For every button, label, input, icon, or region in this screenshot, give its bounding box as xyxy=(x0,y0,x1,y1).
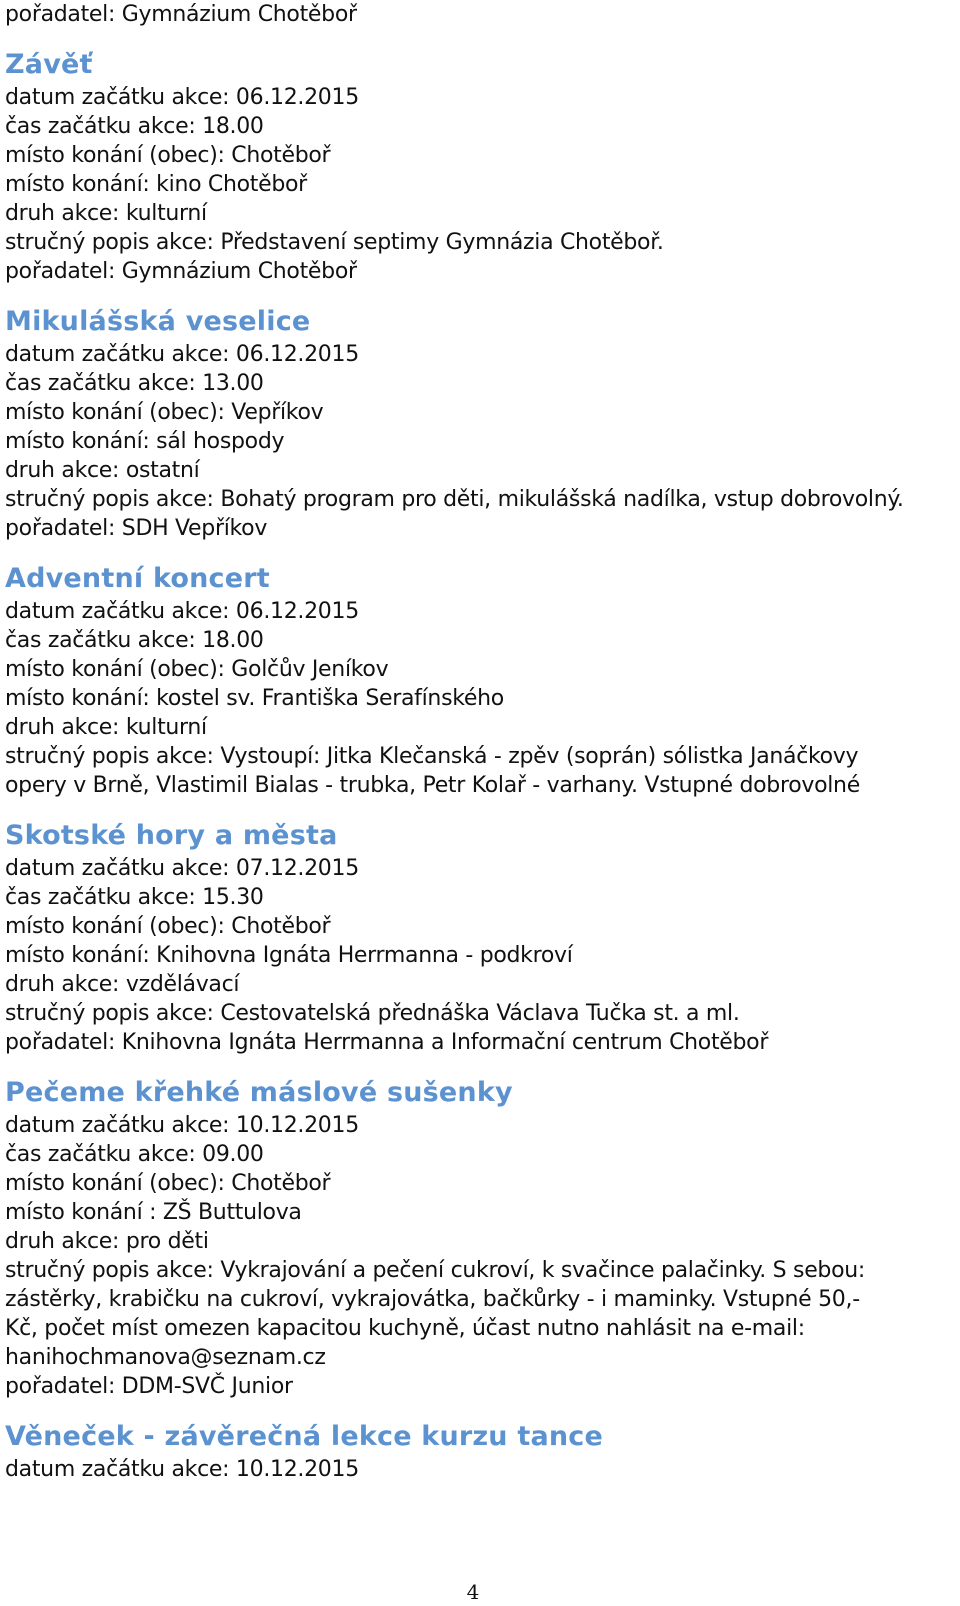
event-town: místo konání (obec): Chotěboř xyxy=(5,1171,331,1196)
event-place: místo konání: kostel sv. Františka Serafínského xyxy=(5,686,504,711)
event-venecek xyxy=(5,1419,955,1484)
event-organizer: pořadatel: Gymnázium Chotěboř xyxy=(5,259,357,284)
event-description: stručný popis akce: Cestovatelská přednáška Václava Tučka st. a ml. xyxy=(5,1001,740,1026)
event-time: čas začátku akce: 09.00 xyxy=(5,1142,264,1167)
page-number: 4 xyxy=(466,1580,480,1604)
event-email: hanihochmanova@seznam.cz xyxy=(5,1345,326,1370)
event-description-line: Kč, počet míst omezen kapacitou kuchyně, účast nutno nahlásit na e-mail: xyxy=(5,1316,805,1341)
event-adventni-koncert xyxy=(5,561,955,800)
event-zavet xyxy=(5,47,955,286)
event-title: Adventní koncert xyxy=(5,563,270,594)
event-date: datum začátku akce: 06.12.2015 xyxy=(5,342,359,367)
event-town: místo konání (obec): Vepříkov xyxy=(5,400,324,425)
event-mikulasska-veselice xyxy=(5,304,955,543)
event-time: čas začátku akce: 18.00 xyxy=(5,114,264,139)
event-place: místo konání: Knihovna Ignáta Herrmanna - podkroví xyxy=(5,943,573,968)
event-title: Pečeme křehké máslové sušenky xyxy=(5,1077,513,1108)
event-type: druh akce: vzdělávací xyxy=(5,972,240,997)
document-body xyxy=(5,0,955,1484)
event-type: druh akce: kulturní xyxy=(5,201,207,226)
event-organizer: pořadatel: SDH Vepříkov xyxy=(5,516,268,541)
event-description-line: opery v Brně, Vlastimil Bialas - trubka, Petr Kolař - varhany. Vstupné dobrovolné xyxy=(5,773,860,798)
event-time: čas začátku akce: 15.30 xyxy=(5,885,264,910)
event-date: datum začátku akce: 10.12.2015 xyxy=(5,1457,359,1482)
event-date: datum začátku akce: 06.12.2015 xyxy=(5,599,359,624)
event-organizer: pořadatel: Knihovna Ignáta Herrmanna a Informační centrum Chotěboř xyxy=(5,1030,769,1055)
event-town: místo konání (obec): Chotěboř xyxy=(5,914,331,939)
event-peceme-susenky xyxy=(5,1075,955,1401)
event-date: datum začátku akce: 10.12.2015 xyxy=(5,1113,359,1138)
event-title: Věneček - závěrečná lekce kurzu tance xyxy=(5,1421,603,1452)
event-description-line: stručný popis akce: Vykrajování a pečení cukroví, k svačince palačinky. S sebou: xyxy=(5,1258,866,1283)
event-description-line: zástěrky, krabičku na cukroví, vykrajovátka, bačkůrky - i maminky. Vstupné 50,- xyxy=(5,1287,860,1312)
event-title: Skotské hory a města xyxy=(5,820,338,851)
event-skotske-hory xyxy=(5,818,955,1057)
event-town: místo konání (obec): Golčův Jeníkov xyxy=(5,657,389,682)
event-place: místo konání: sál hospody xyxy=(5,429,285,454)
event-town: místo konání (obec): Chotěboř xyxy=(5,143,331,168)
event-description: stručný popis akce: Představení septimy Gymnázia Chotěboř. xyxy=(5,230,664,255)
event-title: Mikulášská veselice xyxy=(5,306,311,337)
event-date: datum začátku akce: 07.12.2015 xyxy=(5,856,359,881)
event-organizer: pořadatel: DDM-SVČ Junior xyxy=(5,1374,293,1399)
event-place: místo konání : ZŠ Buttulova xyxy=(5,1200,302,1225)
event-description: stručný popis akce: Bohatý program pro děti, mikulášská nadílka, vstup dobrovolný. xyxy=(5,487,904,512)
event-description-line: stručný popis akce: Vystoupí: Jitka Klečanská - zpěv (soprán) sólistka Janáčkovy xyxy=(5,744,859,769)
lead-organizer: pořadatel: Gymnázium Chotěboř xyxy=(5,2,357,27)
event-title: Závěť xyxy=(5,49,93,80)
event-type: druh akce: ostatní xyxy=(5,458,200,483)
event-type: druh akce: pro děti xyxy=(5,1229,209,1254)
event-type: druh akce: kulturní xyxy=(5,715,207,740)
event-place: místo konání: kino Chotěboř xyxy=(5,172,307,197)
event-time: čas začátku akce: 18.00 xyxy=(5,628,264,653)
event-time: čas začátku akce: 13.00 xyxy=(5,371,264,396)
event-date: datum začátku akce: 06.12.2015 xyxy=(5,85,359,110)
